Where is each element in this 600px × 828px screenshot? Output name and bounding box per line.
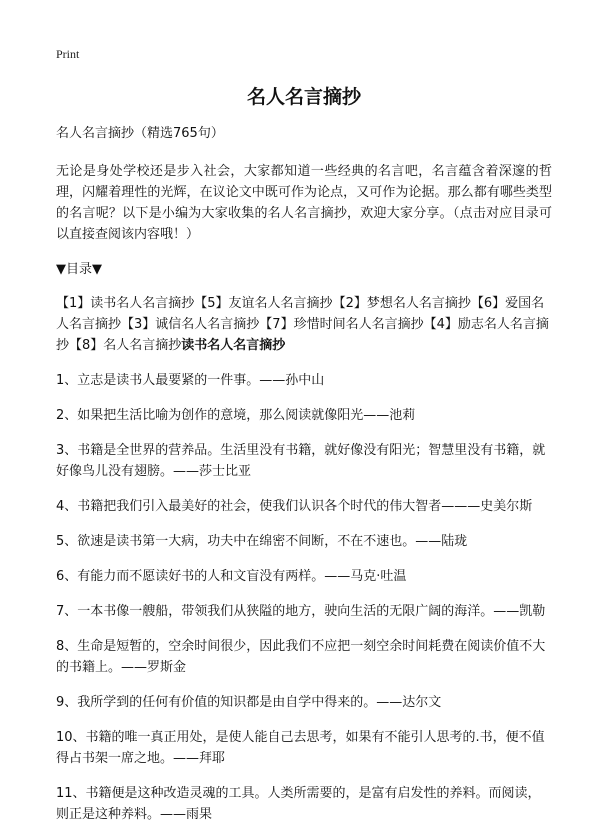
quote-item: 8、生命是短暂的，空余时间很少，因此我们不应把一刻空余时间耗费在阅读价值不大的书籍上。——罗斯金 <box>56 639 546 675</box>
quote-item: 6、有能力而不愿读好书的人和文盲没有两样。——马克·吐温 <box>56 569 407 584</box>
toc-heading: ▼目录▼ <box>56 262 102 277</box>
quote-item: 7、一本书像一艘船，带领我们从狭隘的地方，驶向生活的无限广阔的海洋。——凯勒 <box>56 604 546 619</box>
toc-current-section: 读书名人名言摘抄 <box>181 338 286 353</box>
toc-link-3[interactable]: 【3】诚信名人名言摘抄 <box>121 317 260 332</box>
page-title: 名人名言摘抄 <box>246 86 361 108</box>
toc-link-5[interactable]: 【5】友谊名人名言摘抄 <box>194 296 333 311</box>
quote-item: 1、立志是读书人最要紧的一件事。——孙中山 <box>56 373 325 388</box>
quote-item: 2、如果把生活比喻为创作的意境，那么阅读就像阳光——池莉 <box>56 408 416 423</box>
article-subtitle: 名人名言摘抄（精选765句） <box>56 126 224 141</box>
toc-link-1[interactable]: 【1】读书名人名言摘抄 <box>56 296 195 311</box>
toc-link-6[interactable]: 【6】爱国名人名言摘抄 <box>56 296 545 332</box>
quote-item: 3、书籍是全世界的营养品。生活里没有书籍，就好像没有阳光；智慧里没有书籍，就好像鸟儿没有翅膀。——莎士比亚 <box>56 443 546 479</box>
quote-item: 4、书籍把我们引入最美好的社会，使我们认识各个时代的伟大智者———史美尔斯 <box>56 499 533 514</box>
quote-item: 5、欲速是读书第一大病，功夫中在绵密不间断，不在不速也。——陆珑 <box>56 534 468 549</box>
toc-link-7[interactable]: 【7】珍惜时间名人名言摘抄 <box>259 317 424 332</box>
quote-list <box>56 370 552 825</box>
print-link[interactable]: Print <box>56 47 80 61</box>
toc-link-4[interactable]: 【4】励志名人名言摘抄 <box>56 317 549 353</box>
table-of-contents <box>56 293 552 356</box>
article-intro: 无论是身处学校还是步入社会，大家都知道一些经典的名言吧，名言蕴含着深邃的哲理，闪耀着理性的光辉，在议论文中既可作为论点，又可作为论据。那么都有哪些类型的名言呢？以下是小编为大家收集的名人名言摘抄，欢迎大家分享。（点击对应目录可以直接查阅该内容哦！） <box>56 164 552 242</box>
quote-item: 11、书籍便是这种改造灵魂的工具。人类所需要的，是富有启发性的养料。而阅读，则正是这种养料。——雨果 <box>56 786 541 822</box>
quote-item: 9、我所学到的任何有价值的知识都是由自学中得来的。——达尔文 <box>56 695 442 710</box>
toc-link-8[interactable]: 【8】名人名言摘抄 <box>69 338 182 353</box>
toc-link-2[interactable]: 【2】梦想名人名言摘抄 <box>332 296 471 311</box>
quote-item: 10、书籍的唯一真正用处，是使人能自己去思考，如果有不能引人思考的.书，便不值得占书架一席之地。——拜耶 <box>56 730 545 766</box>
